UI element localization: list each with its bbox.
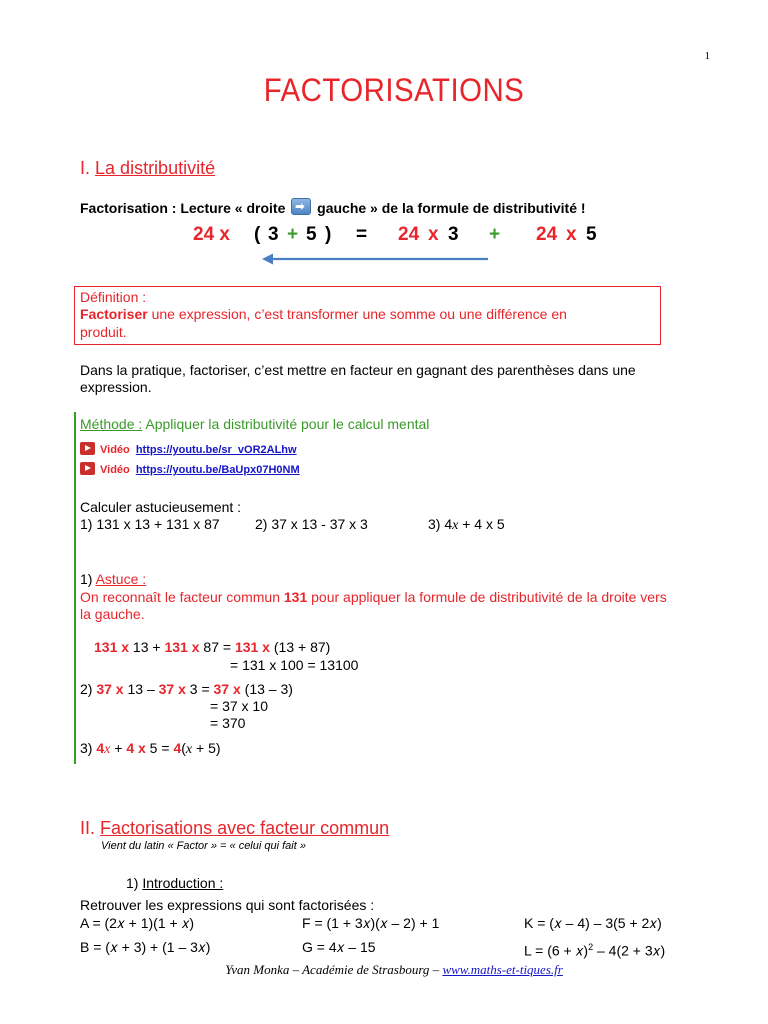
astuce-line-1 [80, 589, 667, 606]
s3-a-x: x [104, 742, 111, 757]
video-url[interactable]: https://youtu.be/BaUpx07H0NM [135, 464, 300, 476]
s3-d: 5 = [145, 740, 174, 756]
expression-L [524, 939, 665, 960]
s3-f-x: x [185, 742, 193, 757]
practice-line-2: expression. [80, 379, 152, 395]
method-heading [80, 416, 429, 433]
formula-24-a: 24 [398, 224, 420, 245]
s1-factor-a: 131 x [94, 639, 130, 655]
s1-f: (13 + 87) [269, 639, 331, 655]
method-bar [74, 412, 76, 764]
s3-e: 4 [173, 740, 182, 756]
video-label: Vidéo [100, 444, 130, 456]
formula-left-factor: 24 x [193, 224, 230, 245]
astuce-common-factor: 131 [283, 589, 308, 605]
section-1-title: La distributivité [95, 158, 216, 178]
exercise-2: 2) 37 x 13 - 37 x 3 [255, 516, 368, 532]
formula-value-3: 3 [448, 224, 459, 245]
formula-plus-2: + [489, 224, 501, 245]
section-2-title: Factorisations avec facteur commun [100, 818, 390, 838]
s2-number: 2) [80, 681, 97, 697]
factorisation-intro [80, 198, 586, 217]
footer-link[interactable]: www.maths-et-tiques.fr [442, 962, 563, 977]
video-link-1[interactable] [80, 442, 297, 456]
left-arrow-icon [262, 252, 492, 266]
s1-factor-c: 131 x [164, 639, 200, 655]
s1-d: 87 = [199, 639, 235, 655]
section-2-heading [80, 818, 389, 839]
astuce-heading [80, 571, 146, 588]
solution-2-line-2: = 37 x 10 [210, 698, 268, 714]
s3-c: 4 x [126, 740, 146, 756]
astuce-text-c: pour appliquer la formule de distributivité de la droite vers [307, 589, 667, 605]
astuce-number: 1) [80, 571, 96, 587]
s2-factor-a: 37 x [96, 681, 124, 697]
formula-plus-1: + [287, 224, 299, 245]
formula-close-paren: ) [325, 224, 332, 245]
s3-a: 4 [96, 740, 105, 756]
s2-b: 13 – [123, 681, 159, 697]
video-link-2[interactable] [80, 462, 300, 476]
s3-f: ( [181, 740, 186, 756]
s3-b: + [110, 740, 127, 756]
practice-line-1: Dans la pratique, factoriser, c’est mettre en facteur en gagnant des parenthèses dans une [80, 362, 636, 378]
calc-title: Calculer astucieusement : [80, 499, 242, 515]
expression-B: B = (𝑥 + 3) + (1 – 3𝑥) [80, 939, 211, 955]
formula-3: 3 [268, 224, 279, 245]
section-1-number: I. [80, 158, 91, 178]
astuce-label: Astuce : [95, 571, 147, 587]
exercise-3 [428, 516, 505, 534]
intro-text-b: gauche » de la formule de distributivité ! [317, 200, 586, 216]
section-1-heading [80, 158, 215, 179]
formula-24-b: 24 [536, 224, 558, 245]
s3-number: 3) [80, 740, 97, 756]
video-label: Vidéo [100, 464, 130, 476]
right-arrow-icon [291, 198, 311, 215]
formula-5: 5 [306, 224, 317, 245]
s2-f: (13 – 3) [240, 681, 293, 697]
method-label: Méthode : [80, 416, 143, 432]
definition-rest: une expression, c’est transformer une somme ou une différence en [147, 306, 567, 322]
expression-L-a: L = (6 + 𝑥) [524, 942, 589, 959]
formula-value-5: 5 [586, 224, 597, 245]
document-title: FACTORISATIONS [263, 72, 525, 108]
s1-factor-e: 131 x [234, 639, 270, 655]
latin-note: Vient du latin « Factor » = « celui qui fait » [101, 840, 306, 852]
s3-g: + 5) [192, 740, 221, 756]
expression-F: F = (1 + 3𝑥)(𝑥 – 2) + 1 [302, 915, 440, 931]
video-url[interactable]: https://youtu.be/sr_vOR2ALhw [135, 444, 297, 456]
play-icon [80, 442, 95, 455]
exercise-3-x: x [452, 518, 459, 533]
expression-A: A = (2𝑥 + 1)(1 + 𝑥) [80, 915, 195, 931]
exercise-3-a: 3) 4 [428, 516, 453, 532]
solution-2-line-3: = 370 [210, 715, 246, 731]
s1-b: 13 + [129, 639, 165, 655]
solution-1 [94, 639, 330, 656]
expression-G: G = 4𝑥 – 15 [302, 939, 376, 955]
definition-line-2: produit. [80, 324, 127, 340]
formula-equals: = [356, 224, 368, 245]
intro-number: 1) [126, 875, 143, 891]
formula-x-b: x [566, 224, 577, 245]
footer [0, 962, 768, 978]
formula-x-a: x [428, 224, 439, 245]
astuce-text-a: On reconnaît le facteur commun [80, 589, 284, 605]
intro-text-a: Factorisation : Lecture « droite [80, 200, 286, 216]
section-2-number: II. [80, 818, 96, 838]
solution-2 [80, 681, 293, 698]
expression-L-exponent: 2 [588, 942, 594, 952]
expression-K: K = (𝑥 – 4) – 3(5 + 2𝑥) [524, 915, 662, 931]
exercise-3-b: + 4 x 5 [458, 516, 505, 532]
footer-text: Yvan Monka – Académie de Strasbourg – [225, 962, 443, 977]
retrouver-text: Retrouver les expressions qui sont factorisées : [80, 897, 375, 913]
solution-3 [80, 740, 221, 758]
definition-word: Factoriser [80, 306, 148, 322]
definition-text [80, 306, 567, 323]
expression-L-b: – 4(2 + 3𝑥) [593, 942, 666, 959]
formula-open-paren: ( [254, 224, 261, 245]
astuce-line-2: la gauche. [80, 606, 145, 622]
s2-d: 3 = [185, 681, 214, 697]
s2-factor-c: 37 x [158, 681, 186, 697]
play-icon [80, 462, 95, 475]
intro-title: Introduction : [142, 875, 224, 891]
solution-1-line-2: = 131 x 100 = 13100 [230, 657, 359, 673]
method-text: Appliquer la distributivité pour le calcul mental [142, 416, 430, 432]
page-number: 1 [704, 50, 710, 62]
exercise-1: 1) 131 x 13 + 131 x 87 [80, 516, 220, 532]
definition-label: Définition : [80, 289, 147, 305]
introduction-heading [126, 875, 223, 892]
s2-factor-e: 37 x [213, 681, 241, 697]
